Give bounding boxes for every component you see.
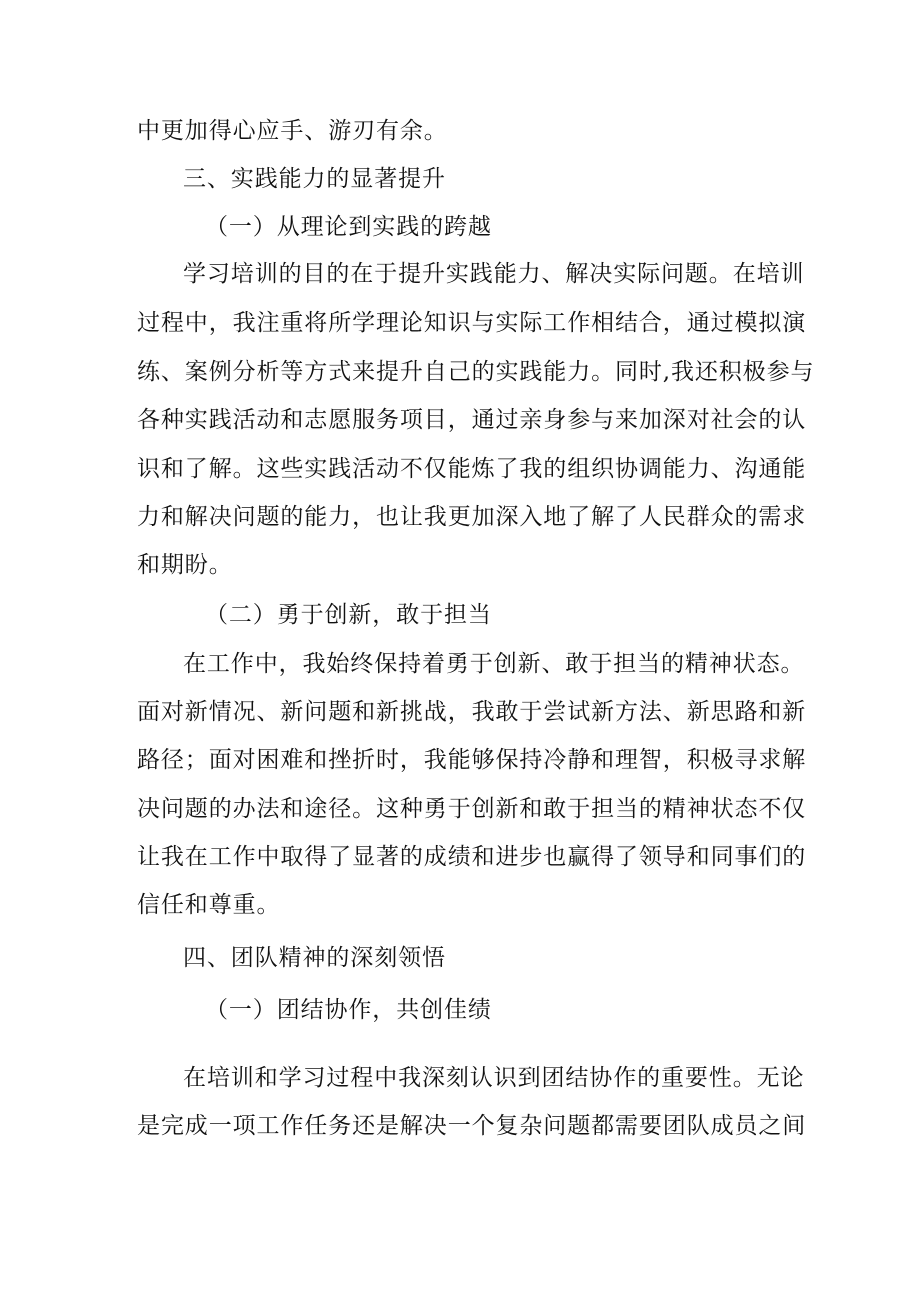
section-3-1-line-6: 力和解决问题的能力，也让我更加深入地了解了人民群众的需求 xyxy=(137,504,807,530)
section-4-heading: 四、团队精神的深刻领悟 xyxy=(183,945,446,971)
section-3-1-line-2: 过程中，我注重将所学理论知识与实际工作相结合，通过模拟演 xyxy=(137,310,807,336)
section-3-heading: 三、实践能力的显著提升 xyxy=(183,166,446,192)
section-3-2-line-4: 决问题的办法和途径。这种勇于创新和敢于担当的精神状态不仅 xyxy=(137,796,807,822)
section-3-1-line-4: 各种实践活动和志愿服务项目，通过亲身参与来加深对社会的认 xyxy=(137,407,807,433)
section-3-1-heading: （一）从理论到实践的跨越 xyxy=(205,214,492,240)
section-3-2-line-6: 信任和尊重。 xyxy=(137,892,281,918)
section-4-1-heading: （一）团结协作，共创佳绩 xyxy=(205,997,492,1023)
section-3-2-line-3: 路径；面对困难和挫折时，我能够保持冷静和理智，积极寻求解 xyxy=(137,747,807,773)
section-4-1-line-2: 是完成一项工作任务还是解决一个复杂问题都需要团队成员之间 xyxy=(137,1113,807,1139)
paragraph-continuation: 中更加得心应手、游刃有余。 xyxy=(137,118,448,144)
section-3-1-line-3: 练、案例分析等方式来提升自己的实践能力。同时,我还积极参与 xyxy=(137,359,815,385)
section-3-1-line-7: 和期盼。 xyxy=(137,552,233,578)
section-4-1-line-1: 在培训和学习过程中我深刻认识到团结协作的重要性。无论 xyxy=(183,1065,805,1091)
section-3-2-line-2: 面对新情况、新问题和新挑战，我敢于尝试新方法、新思路和新 xyxy=(137,699,807,725)
section-3-2-line-1: 在工作中，我始终保持着勇于创新、敢于担当的精神状态。 xyxy=(183,651,805,677)
section-3-1-line-5: 识和了解。这些实践活动不仅能炼了我的组织协调能力、沟通能 xyxy=(137,456,807,482)
section-3-1-line-1: 学习培训的目的在于提升实践能力、解决实际问题。在培训 xyxy=(183,261,805,287)
section-3-2-heading: （二）勇于创新，敢于担当 xyxy=(205,602,492,628)
section-3-2-line-5: 让我在工作中取得了显著的成绩和进步也赢得了领导和同事们的 xyxy=(137,844,807,870)
